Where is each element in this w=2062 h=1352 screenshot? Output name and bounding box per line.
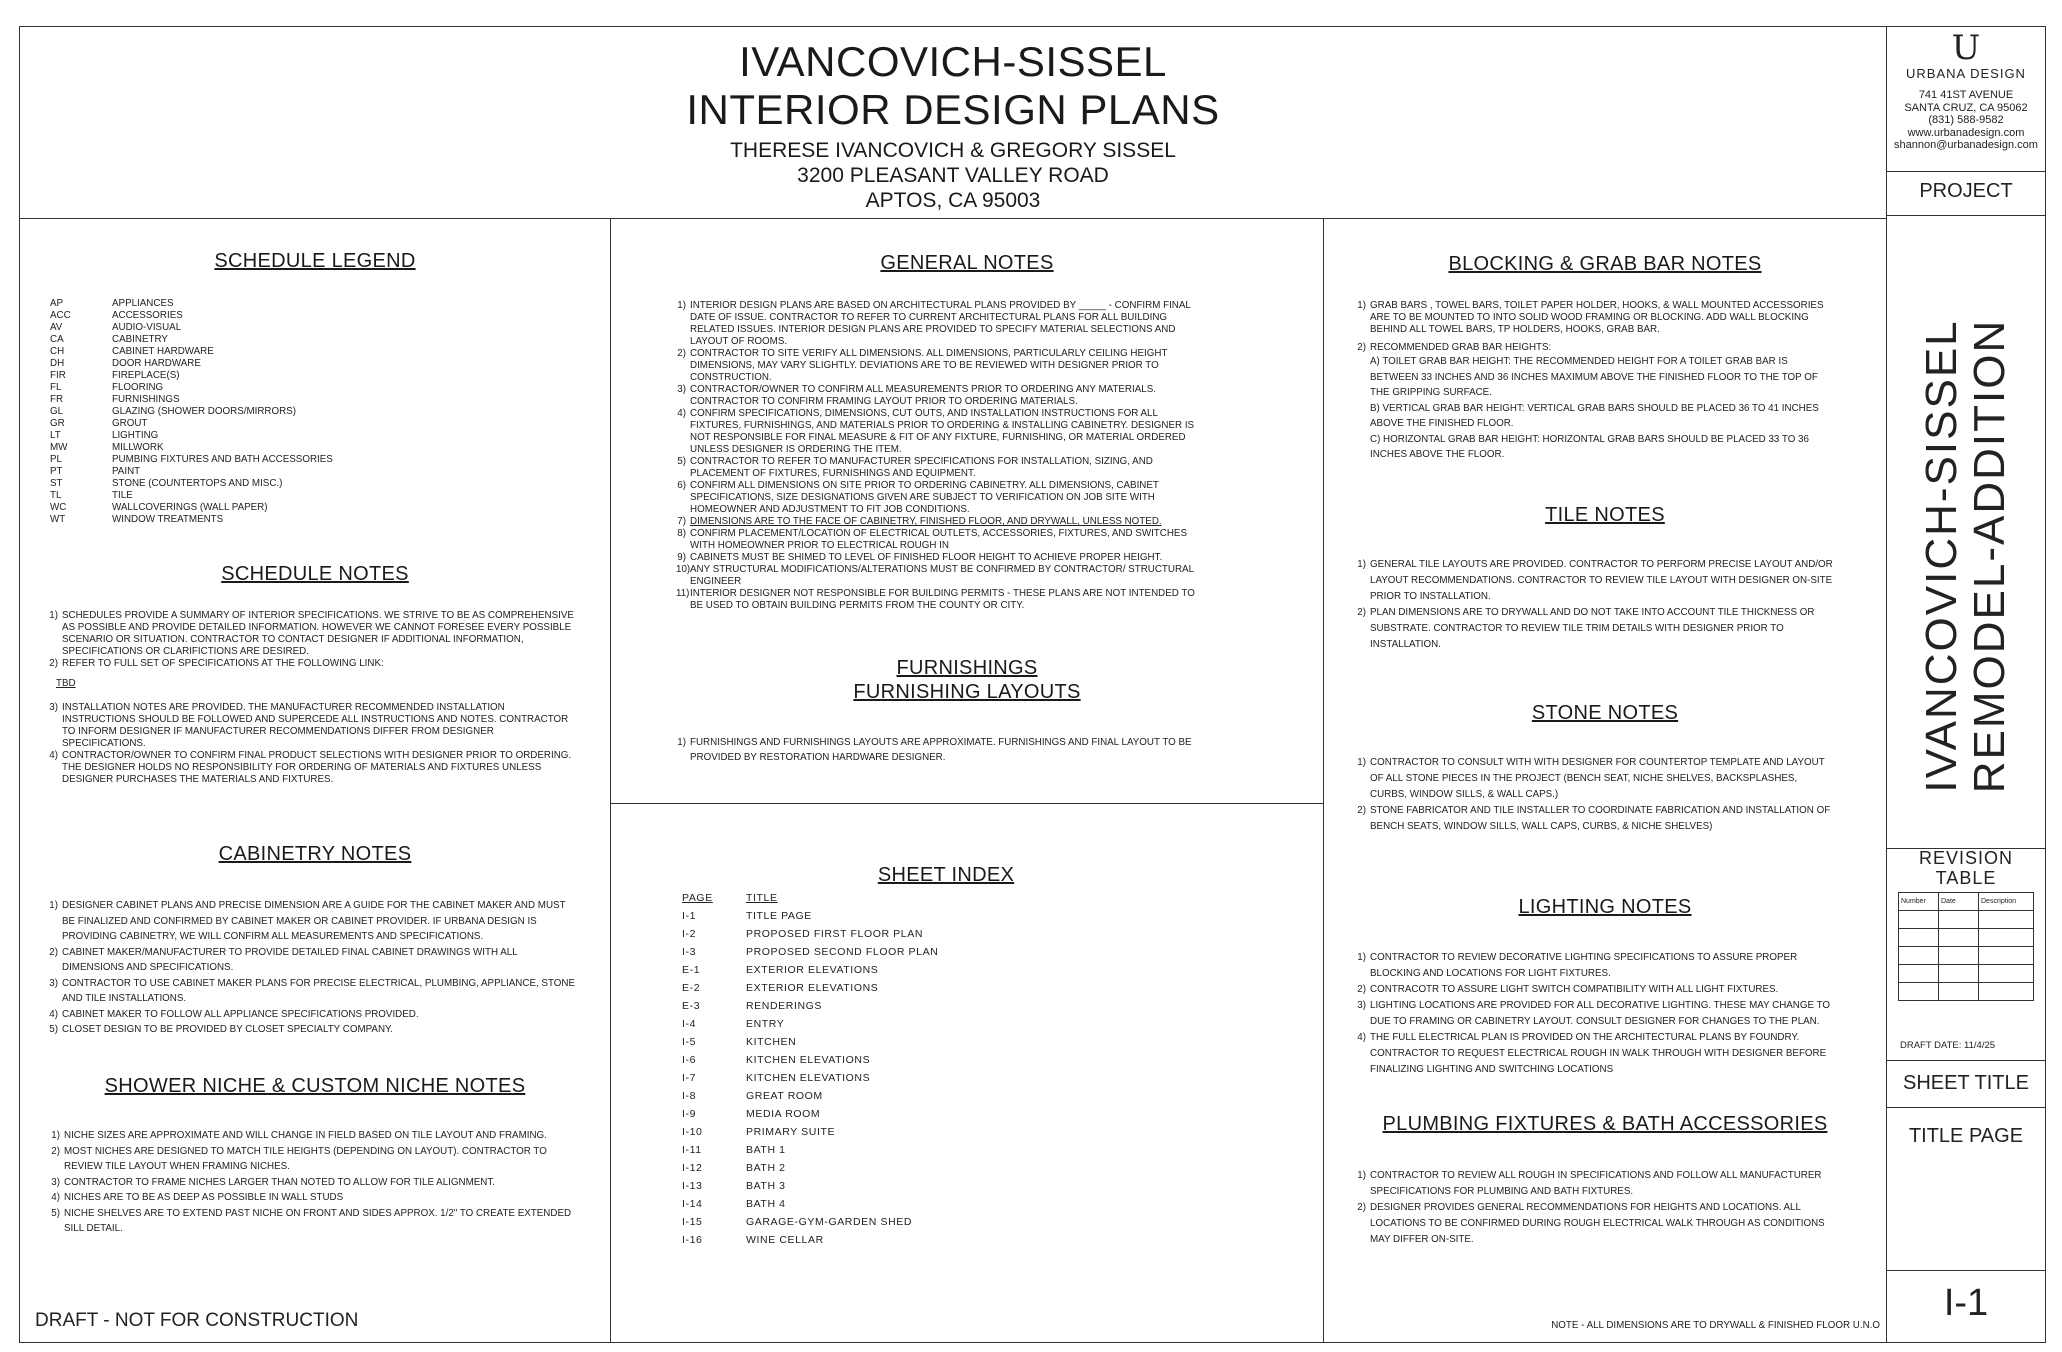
general-notes: 1) INTERIOR DESIGN PLANS ARE BASED ON ARCHITECTURAL PLANS PROVIDED BY _____ - CONFIRM FINAL DATE OF ISSUE. CONTRACTOR TO REFER TO CURRENT ARCHITECTURAL PLANS FOR ALL BUILDING RELATED ISSUES. INTERIOR DESIGN PLANS ARE PROVIDED TO SPECIFY MATERIAL SELECTIONS AND LAYOUT OF ROOMS. 2) CONTRACTOR TO SITE VERIFY ALL DIMENSIONS. ALL DIMENSIONS, PARTICULARLY CEILING HEIGHT DIMENSIONS, MAY VARY SLIGHTLY. DEVIATIONS ARE TO BE REVIEWED WITH DESIGNER PRIOR TO CONSTRUCTION. 3) CONTRACTOR/OWNER TO CONFIRM ALL MEASUREMENTS PRIOR TO ORDERING ANY MATERIALS. CONTRACTOR TO CONFIRM FRAMING LAYOUT PRIOR TO ORDERING MATERIALS. 4) CONFIRM SPECIFICATIONS, DIMENSIONS, CUT OUTS, AND INSTALLATION INSTRUCTIONS FOR ALL FIXTURES, FURNISHINGS, AND MATERIALS PRIOR TO ORDERING & INSTALLING CABINETRY. DESIGNER IS NOT RESPONSIBLE FOR FINAL MEASURE & FIT OF ANY FIXTURE, FURNISHING, OR MATERIAL ORDERED UNLESS DESIGNER IS ORDERING THE ITEM. 5) CONTRACTOR TO REFER TO MANUFACTURER SPECIFICATIONS FOR INSTALLATION, SIZING, AND PLACEMENT OF FIXTURES, FURNISHINGS AND EQUIPMENT. 6) CONFIRM ALL DIMENSIONS ON SITE PRIOR TO ORDERING CABINETRY. ALL DIMENSIONS, CABINET SPECIFICATIONS, SIZE DESIGNATIONS GIVEN ARE SUBJECT TO VERIFICATION ON JOB SITE WITH HOMEOWNER AND ADJUSTMENT TO FIT JOB CONDITIONS. 7) DIMENSIONS ARE TO THE FACE OF CABINETRY, FINISHED FLOOR, AND DRYWALL, UNLESS NOTED. 8) CONFIRM PLACEMENT/LOCATION OF ELECTRICAL OUTLETS, ACCESSORIES, FIXTURES, AND SWITCHES WITH HOMEOWNER PRIOR TO ELECTRICAL ROUGH IN 9) CABINETS MUST BE SHIMED TO LEVEL OF FINISHED FLOOR HEIGHT TO ACHIEVE PROPER HEIGHT. 10) ANY STRUCTURAL MODIFICATIONS/ALTERATIONS MUST BE CONFIRMED BY CONTRACTOR/ STRUCTURAL ENGINEER 11) INTERIOR DESIGNER NOT RESPONSIBLE FOR BUILDING PERMITS - THESE PLANS ARE NOT INTENDED TO BE USED TO OBTAIN BUILDING PERMITS FROM THE COUNTY OR CITY. (676, 300, 1202, 612)
draft-notice: DRAFT - NOT FOR CONSTRUCTION (35, 1310, 359, 1331)
legend-code: CA (50, 334, 64, 345)
rev-header-date: Date (1939, 893, 1979, 911)
lighting-note-1: CONTRACTOR TO REVIEW DECORATIVE LIGHTING SPECIFICATIONS TO ASSURE PROPER BLOCKING AND LOCATIONS FOR LIGHT FIXTURES. (1370, 952, 1798, 979)
sheet-index-row (682, 907, 1162, 925)
legend-description: ACCESSORIES (112, 310, 183, 321)
niche-note-3: CONTRACTOR TO FRAME NICHES LARGER THAN NOTED TO ALLOW FOR TILE ALIGNMENT. (64, 1176, 495, 1188)
tile-note-2: PLAN DIMENSIONS ARE TO DRYWALL AND DO NOT TAKE INTO ACCOUNT TILE THICKNESS OR SUBSTRATE. CONTRACTOR TO REVIEW TILE TRIM DETAILS WITH DESIGNER PRIOR TO INSTALLATION. (1370, 607, 1815, 650)
sheet-index-row (682, 1033, 1162, 1051)
sheet-index-page: I-5 (682, 1036, 697, 1048)
legend-row (50, 490, 590, 502)
blocking-note-2: RECOMMENDED GRAB BAR HEIGHTS: (1370, 342, 1552, 353)
sheet-index-page: I-12 (682, 1162, 703, 1174)
project-label: PROJECT (1919, 180, 2013, 202)
schedule-note-2: REFER TO FULL SET OF SPECIFICATIONS AT THE FOLLOWING LINK: (62, 658, 384, 669)
blocking-notes-heading: BLOCKING & GRAB BAR NOTES (1448, 253, 1762, 275)
title-divider (19, 218, 1887, 219)
legend-description: LIGHTING (112, 430, 159, 441)
cabinetry-note-4: CABINET MAKER TO FOLLOW ALL APPLIANCE SPECIFICATIONS PROVIDED. (62, 1008, 419, 1020)
sheet-index-title: PROPOSED FIRST FLOOR PLAN (746, 928, 924, 940)
furnishings-heading-1: FURNISHINGS (896, 657, 1038, 679)
sheet-index-page: E-3 (682, 1000, 701, 1012)
sheet-index-row (682, 1123, 1162, 1141)
niche-note-4: NICHES ARE TO BE AS DEEP AS POSSIBLE IN WALL STUDS (64, 1192, 344, 1203)
lighting-notes: 1) CONTRACTOR TO REVIEW DECORATIVE LIGHTING SPECIFICATIONS TO ASSURE PROPER BLOCKING AND LOCATIONS FOR LIGHT FIXTURES. 2) CONTRACOTR TO ASSURE LIGHT SWITCH COMPATIBILITY WITH ALL LIGHT FIXTURES. 3) LIGHTING LOCATIONS ARE PROVIDED FOR ALL DECORATIVE LIGHTING. THESE MAY CHANGE TO DUE TO FRAMING OR CABINETRY LAYOUT. CONSULT DESIGNER FOR CHANGES TO THE PLAN. 4) THE FULL ELECTRICAL PLAN IS PROVIDED ON THE ARCHITECTURAL PLANS BY FOUNDRY. CONTRACTOR TO REQUEST ELECTRICAL ROUGH IN WALK THROUGH WITH DESIGNER BEFORE FINALIZING LIGHTING AND SWITCHING LOCATIONS (1356, 950, 1836, 1078)
sheet-index-row (682, 1087, 1162, 1105)
legend-row (50, 418, 590, 430)
schedule-notes-heading: SCHEDULE NOTES (221, 563, 409, 585)
legend-row (50, 430, 590, 442)
sheet-title: TITLE PAGE (1908, 1125, 2024, 1147)
stone-note-2: STONE FABRICATOR AND TILE INSTALLER TO COORDINATE FABRICATION AND INSTALLATION OF BENCH SEATS, WINDOW SILLS, WALL CAPS, CURBS, & NICHE SHELVES) (1370, 805, 1831, 832)
sheet-index-row (682, 943, 1162, 961)
legend-description: APPLIANCES (112, 298, 174, 309)
legend-row (50, 298, 590, 310)
sheet-index-row (682, 979, 1162, 997)
niche-note-2: MOST NICHES ARE DESIGNED TO MATCH TILE HEIGHTS (DEPENDING ON LAYOUT). CONTRACTOR TO REVIEW TILE LAYOUT WHEN FRAMING NICHES. (64, 1145, 547, 1172)
firm-logo: U (1951, 28, 1981, 68)
sheet-index (682, 889, 1162, 1249)
revision-table-title: REVISION TABLE (1918, 848, 2014, 888)
sheet-index-title: GREAT ROOM (746, 1090, 823, 1102)
legend-description: TILE (112, 490, 133, 501)
legend-code: GR (50, 418, 65, 429)
client-names: THERESE IVANCOVICH & GREGORY SISSEL (730, 139, 1176, 162)
niche-notes-heading: SHOWER NICHE & CUSTOM NICHE NOTES (104, 1075, 526, 1097)
sheet-index-page: I-6 (682, 1054, 697, 1066)
sheet-index-page: I-15 (682, 1216, 703, 1228)
sheet-index-page: I-3 (682, 946, 697, 958)
sheet-index-row (682, 1195, 1162, 1213)
legend-row (50, 358, 590, 370)
project-name-2: REMODEL-ADDITION (1965, 318, 2014, 794)
legend-description: PAINT (112, 466, 141, 477)
project-title: IVANCOVICH-SISSEL (739, 38, 1167, 85)
sheet-index-page: I-1 (682, 910, 697, 922)
blocking-note-1: GRAB BARS , TOWEL BARS, TOILET PAPER HOLDER, HOOKS, & WALL MOUNTED ACCESSORIES ARE TO BE MOUNTED TO INTO SOLID WOOD FRAMING OR BLOCKING. ADD WALL BLOCKING BEHIND ALL TOWEL BARS, TP HOLDERS, HOOKS, GRAB BAR. (1370, 300, 1824, 335)
sheet-index-row (682, 1213, 1162, 1231)
sheet-index-title: KITCHEN (746, 1036, 797, 1048)
stone-note-1: CONTRACTOR TO CONSULT WITH WITH DESIGNER FOR COUNTERTOP TEMPLATE AND LAYOUT OF ALL STONE PIECES IN THE PROJECT (BENCH SEAT, NICHE SHELVES, BACKSPLASHES, CURBS, WINDOW SILLS, & WALL CAPS.) (1370, 757, 1825, 800)
legend-row (50, 442, 590, 454)
legend-code: WC (50, 502, 67, 513)
revision-table (1898, 892, 2034, 1001)
sheet-index-title: EXTERIOR ELEVATIONS (746, 982, 879, 994)
schedule-legend (50, 298, 590, 526)
general-note-5: CONTRACTOR TO REFER TO MANUFACTURER SPECIFICATIONS FOR INSTALLATION, SIZING, AND PLACEMENT OF FIXTURES, FURNISHINGS AND EQUIPMENT. (690, 456, 1153, 479)
sheet-index-title: PROPOSED SECOND FLOOR PLAN (746, 946, 939, 958)
legend-description: GLAZING (SHOWER DOORS/MIRRORS) (112, 406, 296, 417)
firm-phone: (831) 588-9582 (1928, 114, 2004, 126)
furnishings-heading-2: FURNISHING LAYOUTS (853, 681, 1081, 703)
legend-row (50, 394, 590, 406)
plumbing-note-2: DESIGNER PROVIDES GENERAL RECOMMENDATIONS FOR HEIGHTS AND LOCATIONS. ALL LOCATIONS TO BE CONFIRMED DURING ROUGH ELECTRICAL WALK THROUGH AS CONDITIONS MAY DIFFER ON-SITE. (1370, 1202, 1825, 1245)
index-divider (611, 803, 1323, 804)
general-note-4: CONFIRM SPECIFICATIONS, DIMENSIONS, CUT OUTS, AND INSTALLATION INSTRUCTIONS FOR ALL FIXTURES, FURNISHINGS, AND MATERIALS PRIOR TO ORDERING & INSTALLING CABINETRY. DESIGNER IS NOT RESPONSIBLE FOR FINAL MEASURE & FIT OF ANY FIXTURE, FURNISHING, OR MATERIAL ORDERED UNLESS DESIGNER IS ORDERING THE ITEM. (690, 408, 1195, 455)
sidebar-divider (1886, 26, 1887, 1343)
general-note-8: CONFIRM PLACEMENT/LOCATION OF ELECTRICAL OUTLETS, ACCESSORIES, FIXTURES, AND SWITCHES WITH HOMEOWNER PRIOR TO ELECTRICAL ROUGH IN (690, 528, 1187, 551)
sheet-index-page: E-1 (682, 964, 701, 976)
lighting-note-3: LIGHTING LOCATIONS ARE PROVIDED FOR ALL DECORATIVE LIGHTING. THESE MAY CHANGE TO DUE TO FRAMING OR CABINETRY LAYOUT. CONSULT DESIGNER FOR CHANGES TO THE PLAN. (1370, 1000, 1831, 1027)
furnishings-note-1: FURNISHINGS AND FURNISHINGS LAYOUTS ARE APPROXIMATE. FURNISHINGS AND FINAL LAYOUT TO BE PROVIDED BY RESTORATION HARDWARE DESIGNER. (690, 737, 1192, 763)
legend-code: MW (50, 442, 68, 453)
legend-description: FLOORING (112, 382, 164, 393)
stone-notes-heading: STONE NOTES (1531, 702, 1679, 724)
legend-row (50, 310, 590, 322)
furnishings-heading (612, 656, 1322, 704)
sidebar-rule (1887, 215, 2046, 216)
draft-date: DRAFT DATE: 11/4/25 (1900, 1040, 1996, 1051)
legend-code: PT (50, 466, 63, 477)
legend-row (50, 346, 590, 358)
schedule-note-4: CONTRACTOR/OWNER TO CONFIRM FINAL PRODUCT SELECTIONS WITH DESIGNER PRIOR TO ORDERING. THE DESIGNER HOLDS NO RESPONSIBILITY FOR ORDERING OF MATERIALS AND FIXTURES UNLESS DESIGNER PURCHASES THE MATERIALS AND FIXTURES. (62, 750, 572, 785)
legend-row (50, 322, 590, 334)
sheet-index-row (682, 961, 1162, 979)
sheet-index-page: I-10 (682, 1126, 703, 1138)
sheet-index-title: KITCHEN ELEVATIONS (746, 1054, 871, 1066)
legend-code: PL (50, 454, 62, 465)
cabinetry-note-5: CLOSET DESIGN TO BE PROVIDED BY CLOSET SPECIALTY COMPANY. (62, 1024, 394, 1035)
sheet-number: I-1 (1943, 1282, 1989, 1324)
sheet-index-col-page: PAGE (682, 892, 713, 904)
niche-note-1: NICHE SIZES ARE APPROXIMATE AND WILL CHANGE IN FIELD BASED ON TILE LAYOUT AND FRAMING. (64, 1130, 547, 1141)
sheet-index-row (682, 1141, 1162, 1159)
cabinetry-notes-heading: CABINETRY NOTES (218, 843, 412, 865)
sheet-index-row (682, 925, 1162, 943)
address-line-1: 3200 PLEASANT VALLEY ROAD (797, 164, 1109, 187)
cabinetry-note-2: CABINET MAKER/MANUFACTURER TO PROVIDE DETAILED FINAL CABINET DRAWINGS WITH ALL DIMENSIONS AND SPECIFICATIONS. (62, 946, 518, 973)
sheet-index-row (682, 1231, 1162, 1249)
cabinetry-note-3: CONTRACTOR TO USE CABINET MAKER PLANS FOR PRECISE ELECTRICAL, PLUMBING, APPLIANCE, STONE AND TILE INSTALLATIONS. (62, 977, 576, 1004)
sheet-index-header (682, 889, 1162, 907)
footer-note: NOTE - ALL DIMENSIONS ARE TO DRYWALL & FINISHED FLOOR U.N.O (1551, 1320, 1880, 1331)
legend-code: DH (50, 358, 65, 369)
lighting-note-4: THE FULL ELECTRICAL PLAN IS PROVIDED ON THE ARCHITECTURAL PLANS BY FOUNDRY. CONTRACTOR TO REQUEST ELECTRICAL ROUGH IN WALK THROUGH WITH DESIGNER BEFORE FINALIZING LIGHTING AND SWITCHING LOCATIONS (1370, 1032, 1827, 1075)
firm-block (1888, 30, 2044, 152)
general-notes-heading: GENERAL NOTES (880, 252, 1054, 274)
sheet-index-title: BATH 4 (746, 1198, 786, 1210)
legend-code: FR (50, 394, 64, 405)
sheet-index-title: EXTERIOR ELEVATIONS (746, 964, 879, 976)
legend-row (50, 370, 590, 382)
stone-notes: 1) CONTRACTOR TO CONSULT WITH WITH DESIGNER FOR COUNTERTOP TEMPLATE AND LAYOUT OF ALL STONE PIECES IN THE PROJECT (BENCH SEAT, NICHE SHELVES, BACKSPLASHES, CURBS, WINDOW SILLS, & WALL CAPS.) 2) STONE FABRICATOR AND TILE INSTALLER TO COORDINATE FABRICATION AND INSTALLATION OF BENCH SEATS, WINDOW SILLS, WALL CAPS, CURBS, & NICHE SHELVES) (1356, 755, 1836, 835)
schedule-notes: 1) SCHEDULES PROVIDE A SUMMARY OF INTERIOR SPECIFICATIONS. WE STRIVE TO BE AS COMPREHENSIVE AS POSSIBLE AND PROVIDE DETAILED INFORMATION. HOWEVER WE CANNOT FORESEE EVERY POSSIBLE SCENARIO OR SITUATION. CONTRACTOR TO CONTACT DESIGNER IF ADDITIONAL INFORMATION, SPECIFICATIONS OR CLARIFICTIONS ARE DESIRED. 2) REFER TO FULL SET OF SPECIFICATIONS AT THE FOLLOWING LINK: TBD 3) INSTALLATION NOTES ARE PROVIDED. THE MANUFACTURER RECOMMENDED INSTALLATION INSTRUCTIONS SHOULD BE FOLLOWED AND SUPERCEDE ALL INSTRUCTIONS AND NOTES. CONTRACTOR TO INFORM DESIGNER IF MANUFACTURER RECOMMENDATIONS DIFFER FROM DESIGNER SPECIFICATIONS. 4) CONTRACTOR/OWNER TO CONFIRM FINAL PRODUCT SELECTIONS WITH DESIGNER PRIOR TO ORDERING. THE DESIGNER HOLDS NO RESPONSIBILITY FOR ORDERING OF MATERIALS AND FIXTURES UNLESS DESIGNER PURCHASES THE MATERIALS AND FIXTURES. (48, 610, 578, 786)
sheet-index-row (682, 1159, 1162, 1177)
legend-description: FIREPLACE(S) (112, 370, 180, 381)
legend-description: AUDIO-VISUAL (112, 322, 182, 333)
general-note-11: INTERIOR DESIGNER NOT RESPONSIBLE FOR BUILDING PERMITS - THESE PLANS ARE NOT INTENDED TO BE USED TO OBTAIN BUILDING PERMITS FROM THE COUNTY OR CITY. (690, 588, 1195, 611)
niche-note-5: NICHE SHELVES ARE TO EXTEND PAST NICHE ON FRONT AND SIDES APPROX. 1/2" TO CREATE EXTENDED SILL DETAIL. (64, 1207, 572, 1234)
firm-name: URBANA DESIGN (1906, 66, 2026, 81)
legend-description: WINDOW TREATMENTS (112, 514, 224, 525)
sidebar-rule (1887, 1107, 2046, 1108)
sheet-index-title: ENTRY (746, 1018, 785, 1030)
sheet-index-title: GARAGE-GYM-GARDEN SHED (746, 1216, 913, 1228)
legend-row (50, 502, 590, 514)
sheet-index-title: KITCHEN ELEVATIONS (746, 1072, 871, 1084)
column-divider-2 (1323, 218, 1324, 1343)
sheet-index-page: I-11 (682, 1144, 702, 1156)
legend-description: FURNISHINGS (112, 394, 180, 405)
project-subtitle: INTERIOR DESIGN PLANS (686, 86, 1220, 133)
cabinetry-note-1: DESIGNER CABINET PLANS AND PRECISE DIMENSION ARE A GUIDE FOR THE CABINET MAKER AND MUST BE FINALIZED AND CONFIRMED BY CABINET MAKER OR CABINET PROVIDER. IF URBANA DESIGN IS PROVIDING CABINETRY, WE WILL CONFIRM ALL MEASUREMENTS AND SPECIFICATIONS. (62, 900, 566, 942)
sheet-index-page: I-4 (682, 1018, 697, 1030)
sheet-index-page: I-13 (682, 1180, 703, 1192)
legend-code: GL (50, 406, 64, 417)
sheet-index-page: I-7 (682, 1072, 697, 1084)
sidebar-rule (1887, 171, 2046, 172)
cabinetry-notes: 1) DESIGNER CABINET PLANS AND PRECISE DIMENSION ARE A GUIDE FOR THE CABINET MAKER AND MUST BE FINALIZED AND CONFIRMED BY CABINET MAKER OR CABINET PROVIDER. IF URBANA DESIGN IS PROVIDING CABINETRY, WE WILL CONFIRM ALL MEASUREMENTS AND SPECIFICATIONS. 2) CABINET MAKER/MANUFACTURER TO PROVIDE DETAILED FINAL CABINET DRAWINGS WITH ALL DIMENSIONS AND SPECIFICATIONS. 3) CONTRACTOR TO USE CABINET MAKER PLANS FOR PRECISE ELECTRICAL, PLUMBING, APPLIANCE, STONE AND TILE INSTALLATIONS. 4) CABINET MAKER TO FOLLOW ALL APPLIANCE SPECIFICATIONS PROVIDED. 5) CLOSET DESIGN TO BE PROVIDED BY CLOSET SPECIALTY COMPANY. (48, 898, 578, 1038)
general-note-9: CABINETS MUST BE SHIMED TO LEVEL OF FINISHED FLOOR HEIGHT TO ACHIEVE PROPER HEIGHT. (690, 552, 1163, 563)
schedule-legend-heading: SCHEDULE LEGEND (214, 250, 416, 272)
legend-code: ST (50, 478, 63, 489)
legend-row (50, 334, 590, 346)
sheet-title-label: SHEET TITLE (1903, 1072, 2029, 1094)
sheet-index-page: I-9 (682, 1108, 697, 1120)
sheet-index-title: BATH 3 (746, 1180, 786, 1192)
general-note-7: DIMENSIONS ARE TO THE FACE OF CABINETRY, FINISHED FLOOR, AND DRYWALL, UNLESS NOTED. (690, 516, 1162, 527)
general-note-1: INTERIOR DESIGN PLANS ARE BASED ON ARCHITECTURAL PLANS PROVIDED BY _____ - CONFIRM FINAL DATE OF ISSUE. CONTRACTOR TO REFER TO CURRENT ARCHITECTURAL PLANS FOR ALL BUILDING RELATED ISSUES. INTERIOR DESIGN PLANS ARE PROVIDED TO SPECIFY MATERIAL SELECTIONS AND LAYOUT OF ROOMS. (690, 300, 1191, 347)
sheet-index-row (682, 1105, 1162, 1123)
general-note-6: CONFIRM ALL DIMENSIONS ON SITE PRIOR TO ORDERING CABINETRY. ALL DIMENSIONS, CABINET SPECIFICATIONS, SIZE DESIGNATIONS GIVEN ARE SUBJECT TO VERIFICATION ON JOB SITE WITH HOMEOWNER AND ADJUSTMENT TO FIT JOB CONDITIONS. (690, 480, 1159, 515)
schedule-note-1: SCHEDULES PROVIDE A SUMMARY OF INTERIOR SPECIFICATIONS. WE STRIVE TO BE AS COMPREHENSIVE AS POSSIBLE AND PROVIDE DETAILED INFORMATION. HOWEVER WE CANNOT FORESEE EVERY POSSIBLE SCENARIO OR SITUATION. CONTRACTOR TO CONTACT DESIGNER IF ADDITIONAL INFORMATION, SPECIFICATIONS OR CLARIFICTIONS ARE DESIRED. (62, 610, 574, 657)
lighting-notes-heading: LIGHTING NOTES (1518, 896, 1692, 918)
sheet-index-title: BATH 1 (746, 1144, 786, 1156)
firm-email[interactable]: shannon@urbanadesign.com (1894, 139, 2038, 151)
general-note-3: CONTRACTOR/OWNER TO CONFIRM ALL MEASUREMENTS PRIOR TO ORDERING ANY MATERIALS. CONTRACTOR TO CONFIRM FRAMING LAYOUT PRIOR TO ORDERING MATERIALS. (690, 384, 1156, 407)
legend-row (50, 382, 590, 394)
title-block (21, 28, 1885, 218)
legend-row (50, 406, 590, 418)
general-note-10: ANY STRUCTURAL MODIFICATIONS/ALTERATIONS MUST BE CONFIRMED BY CONTRACTOR/ STRUCTURAL ENGINEER (690, 564, 1194, 587)
legend-description: MILLWORK (112, 442, 164, 453)
sheet-index-heading: SHEET INDEX (877, 864, 1015, 886)
grab-bar-horizontal: C) HORIZONTAL GRAB BAR HEIGHT: HORIZONTAL GRAB BARS SHOULD BE PLACED 33 TO 36 INCHES ABOVE THE FLOOR. (1370, 433, 1809, 460)
legend-code: WT (50, 514, 66, 525)
plumbing-notes: 1) CONTRACTOR TO REVIEW ALL ROUGH IN SPECIFICATIONS AND FOLLOW ALL MANUFACTURER SPECIFICATIONS FOR PLUMBING AND BATH FIXTURES. 2) DESIGNER PROVIDES GENERAL RECOMMENDATIONS FOR HEIGHTS AND LOCATIONS. ALL LOCATIONS TO BE CONFIRMED DURING ROUGH ELECTRICAL WALK THROUGH AS CONDITIONS MAY DIFFER ON-SITE. (1356, 1168, 1836, 1248)
firm-address-1: 741 41ST AVENUE (1918, 89, 2014, 101)
legend-code: FIR (50, 370, 66, 381)
legend-description: GROUT (112, 418, 148, 429)
furnishings-notes: 1) FURNISHINGS AND FURNISHINGS LAYOUTS ARE APPROXIMATE. FURNISHINGS AND FINAL LAYOUT TO BE PROVIDED BY RESTORATION HARDWARE DESIGNER. (676, 735, 1202, 765)
sheet-index-title: RENDERINGS (746, 1000, 823, 1012)
sheet-index-page: I-2 (682, 928, 697, 940)
tile-notes-heading: TILE NOTES (1545, 504, 1665, 526)
legend-description: WALLCOVERINGS (WALL PAPER) (112, 502, 268, 513)
sheet-index-page: I-8 (682, 1090, 697, 1102)
grab-bar-heights (1356, 354, 1836, 463)
legend-description: CABINETRY (112, 334, 168, 345)
sheet-index-row (682, 1015, 1162, 1033)
schedule-note-3: INSTALLATION NOTES ARE PROVIDED. THE MANUFACTURER RECOMMENDED INSTALLATION INSTRUCTIONS SHOULD BE FOLLOWED AND SUPERCEDE ALL INSTRUCTIONS AND NOTES. CONTRACTOR TO INFORM DESIGNER IF MANUFACTURER RECOMMENDATIONS DIFFER FROM DESIGNER SPECIFICATIONS. (62, 702, 569, 749)
legend-code: LT (50, 430, 61, 441)
rev-header-number: Number (1899, 893, 1939, 911)
sheet-index-row (682, 997, 1162, 1015)
sheet-index-row (682, 1069, 1162, 1087)
legend-description: CABINET HARDWARE (112, 346, 214, 357)
spec-link[interactable]: TBD (56, 678, 76, 689)
sheet-index-page: I-16 (682, 1234, 703, 1246)
firm-address-2: SANTA CRUZ, CA 95062 (1904, 101, 2028, 114)
general-note-2: CONTRACTOR TO SITE VERIFY ALL DIMENSIONS. ALL DIMENSIONS, PARTICULARLY CEILING HEIGHT DIMENSIONS, MAY VARY SLIGHTLY. DEVIATIONS ARE TO BE REVIEWED WITH DESIGNER PRIOR TO CONSTRUCTION. (690, 348, 1168, 383)
legend-description: PUMBING FIXTURES AND BATH ACCESSORIES (112, 454, 333, 465)
project-name-1: IVANCOVICH-SISSEL (1917, 319, 1966, 793)
legend-row (50, 478, 590, 490)
sheet-index-row (682, 1051, 1162, 1069)
address-line-2: APTOS, CA 95003 (865, 189, 1041, 212)
rev-header-description: Description (1979, 893, 2034, 911)
tile-notes: 1) GENERAL TILE LAYOUTS ARE PROVIDED. CONTRACTOR TO PERFORM PRECISE LAYOUT AND/OR LAYOUT RECOMMENDATIONS. CONTRACTOR TO REVIEW TILE LAYOUT WITH DESIGNER ON-SITE PRIOR TO INSTALLATION. 2) PLAN DIMENSIONS ARE TO DRYWALL AND DO NOT TAKE INTO ACCOUNT TILE THICKNESS OR SUBSTRATE. CONTRACTOR TO REVIEW TILE TRIM DETAILS WITH DESIGNER PRIOR TO INSTALLATION. (1356, 557, 1836, 653)
sheet-index-page: E-2 (682, 982, 701, 994)
grab-bar-toilet: A) TOILET GRAB BAR HEIGHT: THE RECOMMENDED HEIGHT FOR A TOILET GRAB BAR IS BETWEEN 33 INCHES AND 36 INCHES MAXIMUM ABOVE THE FINISHED FLOOR TO THE TOP OF THE GRIPPING SURFACE. (1370, 356, 1818, 398)
sheet-index-row (682, 1177, 1162, 1195)
legend-code: ACC (50, 310, 71, 321)
legend-code: AV (50, 322, 63, 333)
sidebar-rule (1887, 1270, 2046, 1271)
sheet-index-title: TITLE PAGE (746, 910, 812, 922)
legend-code: TL (50, 490, 62, 501)
sheet-index-title: WINE CELLAR (746, 1234, 824, 1246)
legend-code: AP (50, 298, 64, 309)
sheet-index-title: PRIMARY SUITE (746, 1126, 836, 1138)
sheet-index-title: MEDIA ROOM (746, 1108, 821, 1120)
legend-description: DOOR HARDWARE (112, 358, 201, 369)
legend-row (50, 454, 590, 466)
lighting-note-2: CONTRACOTR TO ASSURE LIGHT SWITCH COMPATIBILITY WITH ALL LIGHT FIXTURES. (1370, 984, 1779, 995)
column-divider-1 (610, 218, 611, 1343)
sheet-index-title: BATH 2 (746, 1162, 786, 1174)
sidebar-rule (1887, 1060, 2046, 1061)
grab-bar-vertical: B) VERTICAL GRAB BAR HEIGHT: VERTICAL GRAB BARS SHOULD BE PLACED 36 TO 41 INCHES ABOVE THE FINISHED FLOOR. (1370, 402, 1819, 429)
legend-description: STONE (COUNTERTOPS AND MISC.) (112, 478, 283, 489)
legend-row (50, 514, 590, 526)
firm-website[interactable]: www.urbanadesign.com (1907, 126, 2025, 139)
legend-row (50, 466, 590, 478)
plumbing-heading: PLUMBING FIXTURES & BATH ACCESSORIES (1382, 1113, 1828, 1135)
sheet-index-page: I-14 (682, 1198, 703, 1210)
niche-notes: 1) NICHE SIZES ARE APPROXIMATE AND WILL CHANGE IN FIELD BASED ON TILE LAYOUT AND FRAMING. 2) MOST NICHES ARE DESIGNED TO MATCH TILE HEIGHTS (DEPENDING ON LAYOUT). CONTRACTOR TO REVIEW TILE LAYOUT WHEN FRAMING NICHES. 3) CONTRACTOR TO FRAME NICHES LARGER THAN NOTED TO ALLOW FOR TILE ALIGNMENT. 4) NICHES ARE TO BE AS DEEP AS POSSIBLE IN WALL STUDS 5) NICHE SHELVES ARE TO EXTEND PAST NICHE ON FRONT AND SIDES APPROX. 1/2" TO CREATE EXTENDED SILL DETAIL. (50, 1128, 580, 1237)
legend-code: CH (50, 346, 65, 357)
plumbing-note-1: CONTRACTOR TO REVIEW ALL ROUGH IN SPECIFICATIONS AND FOLLOW ALL MANUFACTURER SPECIFICATIONS FOR PLUMBING AND BATH FIXTURES. (1370, 1170, 1822, 1197)
blocking-notes: 1) GRAB BARS , TOWEL BARS, TOILET PAPER HOLDER, HOOKS, & WALL MOUNTED ACCESSORIES ARE TO BE MOUNTED TO INTO SOLID WOOD FRAMING OR BLOCKING. ADD WALL BLOCKING BEHIND ALL TOWEL BARS, TP HOLDERS, HOOKS, GRAB BAR. 2) RECOMMENDED GRAB BAR HEIGHTS: A) TOILET GRAB BAR HEIGHT: THE RECOMMENDED HEIGHT FOR A TOILET GRAB BAR IS BETWEEN 33 INCHES AND 36 INCHES MAXIMUM ABOVE THE FINISHED FLOOR TO THE TOP OF THE GRIPPING SURFACE. B) VERTICAL GRAB BAR HEIGHT: VERTICAL GRAB BARS SHOULD BE PLACED 36 TO 41 INCHES ABOVE THE FINISHED FLOOR. C) HORIZONTAL GRAB BAR HEIGHT: HORIZONTAL GRAB BARS SHOULD BE PLACED 33 TO 36 INCHES ABOVE THE FLOOR. (1356, 300, 1836, 463)
tile-note-1: GENERAL TILE LAYOUTS ARE PROVIDED. CONTRACTOR TO PERFORM PRECISE LAYOUT AND/OR LAYOUT RECOMMENDATIONS. CONTRACTOR TO REVIEW TILE LAYOUT WITH DESIGNER ON-SITE PRIOR TO INSTALLATION. (1370, 559, 1833, 602)
sheet-index-col-title: TITLE (746, 892, 778, 904)
legend-code: FL (50, 382, 62, 393)
